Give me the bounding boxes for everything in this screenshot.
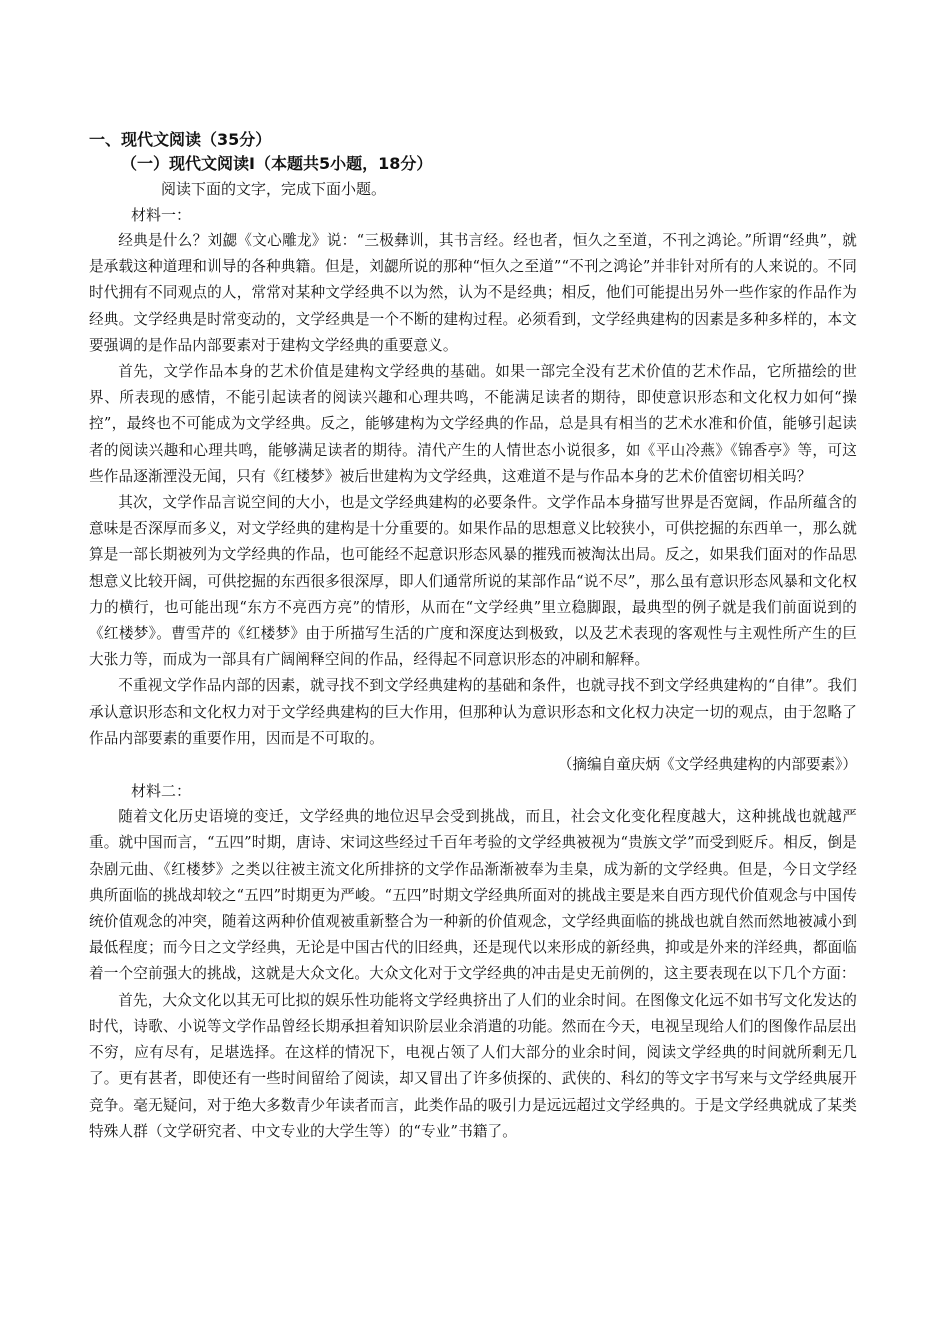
material-1-paragraph: 其次，文学作品言说空间的大小，也是文学经典建构的必要条件。文学作品本身描写世界是否宽阔，作品所蕴含的意味是否深厚而多义，对文学经典的建构是十分重要的。如果作品的思想意义比较狭小，可供挖掘的东西单一，那么就算是一部长期被列为文学经典的作品，也可能经不起意识形态风暴的摧残而被淘汰出局。反之，如果我们面对的作品思想意义比较开阔，可供挖掘的东西很多很深厚，即人们通常所说的某部作品“说不尽”，那么虽有意识形态风暴和文化权力的横行，也可能出现“东方不亮西方亮”的情形，从而在“文学经典”里立稳脚跟，最典型的例子就是我们前面说到的《红楼梦》。曹雪芹的《红楼梦》由于所描写生活的广度和深度达到极致，以及艺术表现的客观性与主观性所产生的巨大张力等，而成为一部具有广阔阐释空间的作品，经得起不同意识形态的冲刷和解释。 — [89, 494, 857, 669]
subsection-title: （一）现代文阅读Ⅰ（本题共5小题，18分） — [121, 154, 433, 173]
material-1-paragraph: 不重视文学作品内部的因素，就寻找不到文学经典建构的基础和条件，也就寻找不到文学经典建构的“自律”。我们承认意识形态和文化权力对于文学经典建构的巨大作用，但那种认为意识形态和文化权力决定一切的观点，由于忽略了作品内部要素的重要作用，因而是不可取的。 — [89, 677, 857, 747]
material-1-label: 材料一： — [131, 206, 192, 224]
material-2-paragraph: 首先，大众文化以其无可比拟的娱乐性功能将文学经典挤出了人们的业余时间。在图像文化远不如书写文化发达的时代，诗歌、小说等文学作品曾经长期承担着知识阶层业余消遣的功能。然而在今天，电视呈现给人们的图像作品层出不穷，应有尽有，足堪选择。在这样的情况下，电视占领了人们大部分的业余时间，阅读文学经典的时间就所剩无几了。更有甚者，即使还有一些时间留给了阅读，却又冒出了许多侦探的、武侠的、科幻的等文字书写来与文学经典展开竞争。毫无疑问，对于绝大多数青少年读者而言，此类作品的吸引力是远远超过文学经典的。于是文学经典就成了某类特殊人群（文学研究者、中文专业的大学生等）的“专业”书籍了。 — [89, 991, 857, 1140]
section-title: 一、现代文阅读（35分） — [89, 130, 272, 149]
material-1-paragraph: 首先，文学作品本身的艺术价值是建构文学经典的基础。如果一部完全没有艺术价值的艺术作品，它所描绘的世界、所表现的感情，不能引起读者的阅读兴趣和心理共鸣，不能满足读者的期待，即使意识形态和文化权力如何“操控”，最终也不可能成为文学经典。反之，能够建构为文学经典的作品，总是具有相当的艺术水准和价值，能够引起读者的阅读兴趣和心理共鸣，能够满足读者的期待。清代产生的人情世态小说很多，如《平山冷燕》《锦香亭》等，可这些作品逐渐湮没无闻，只有《红楼梦》被后世建构为文学经典，这难道不是与作品本身的艺术价值密切相关吗？ — [89, 363, 857, 485]
exam-page — [89, 128, 857, 1145]
instruction: 阅读下面的文字，完成下面小题。 — [161, 180, 387, 198]
material-2-label: 材料二： — [131, 782, 192, 801]
material-1-paragraph: 经典是什么？刘勰《文心雕龙》说：“三极彝训，其书言经。经也者，恒久之至道，不刊之鸿论。”所谓“经典”，就是承载这种道理和训导的各种典籍。但是，刘勰所说的那种“恒久之至道”“不刊之鸿论”并非针对所有的人来说的。不同时代拥有不同观点的人，常常对某种文学经典不以为然，认为不是经典；相反，他们可能提出另外一些作家的作品作为经典。文学经典是时常变动的，文学经典是一个不断的建构过程。必须看到，文学经典建构的因素是多种多样的，本文要强调的是作品内部要素对于建构文学经典的重要意义。 — [89, 232, 857, 354]
material-2-paragraph: 随着文化历史语境的变迁，文学经典的地位迟早会受到挑战，而且，社会文化变化程度越大，这种挑战也就越严重。就中国而言，“五四”时期，唐诗、宋词这些经过千百年考验的文学经典被视为“贵族文学”而受到贬斥。相反，倒是杂剧元曲、《红楼梦》之类以往被主流文化所排挤的文学作品渐渐被奉为圭臬，成为新的文学经典。但是，今日文学经典所面临的挑战却较之“五四”时期更为严峻。“五四”时期文学经典所面对的挑战主要是来自西方现代价值观念与中国传统价值观念的冲突，随着这两种价值观被重新整合为一种新的价值观念，文学经典面临的挑战也就自然而然地被减小到最低程度；而今日之文学经典，无论是中国古代的旧经典，还是现代以来形成的新经典，抑或是外来的洋经典，都面临着一个空前强大的挑战，这就是大众文化。大众文化对于文学经典的冲击是史无前例的，这主要表现在以下几个方面： — [89, 808, 857, 983]
material-1-source: （摘编自童庆炳《文学经典建构的内部要素》） — [557, 756, 857, 774]
